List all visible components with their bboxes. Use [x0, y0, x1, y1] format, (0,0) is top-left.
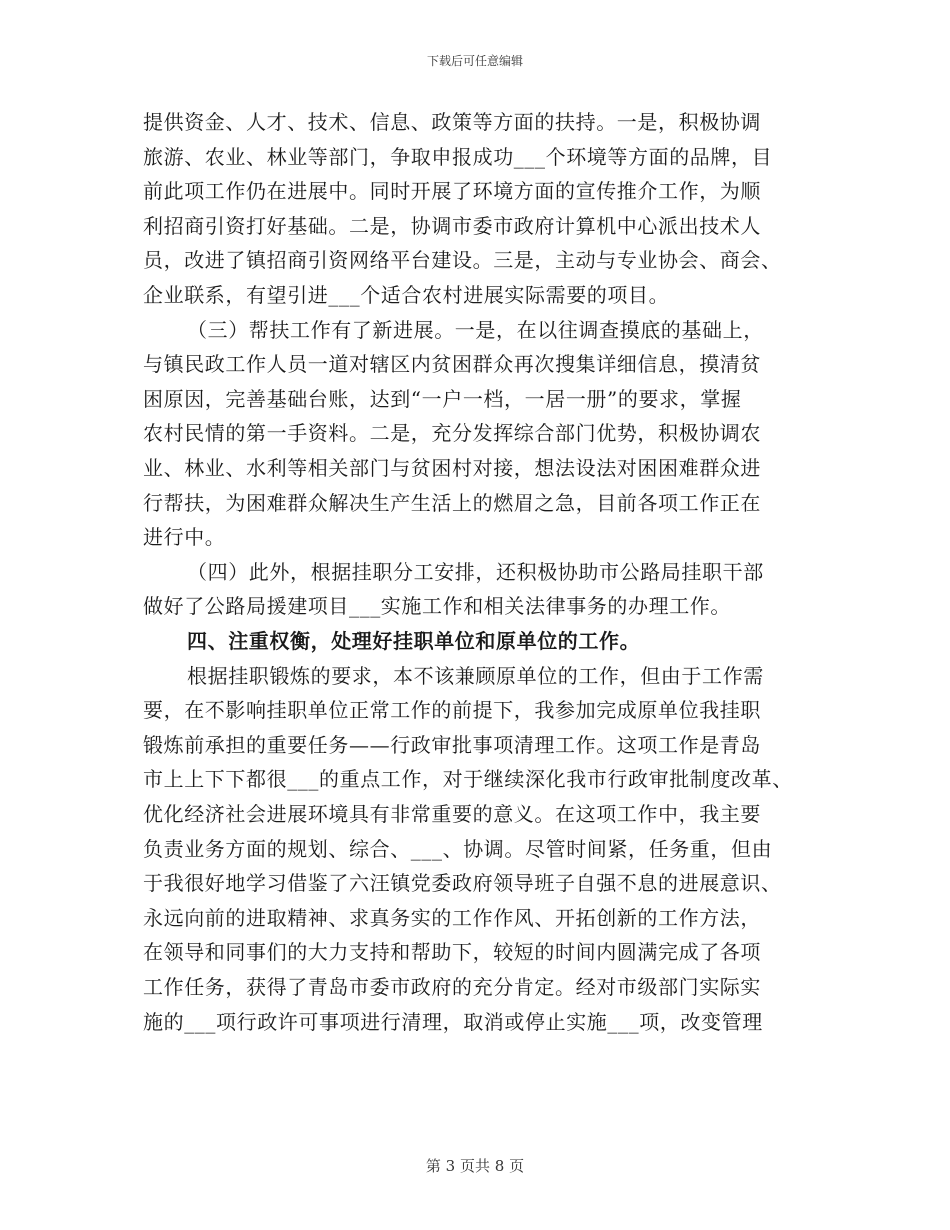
text-line: 旅游、农业、林业等部门，争取申报成功___个环境等方面的品牌，目 — [143, 144, 773, 169]
page-footer: 第 3 页共 8 页 — [425, 1157, 525, 1175]
text-line: 员，改进了镇招商引资网络平台建设。三是，主动与专业协会、商会、 — [143, 248, 782, 273]
text-line: 利招商引资打好基础。二是，协调市委市政府计算机中心派出技术人 — [143, 213, 761, 238]
text-line: 前此项工作仍在进展中。同时开展了环境方面的宣传推介工作，为顺 — [143, 179, 761, 204]
page-header: 下载后可任意编辑 — [426, 54, 523, 68]
section-heading: 四、注重权衡，处理好挂职单位和原单位的工作。 — [187, 629, 641, 653]
text-line: 负责业务方面的规划、综合、___、协调。尽管时间紧，任务重，但由 — [143, 836, 773, 861]
text-line: （四）此外，根据挂职分工安排，还积极协助市公路局挂职干部 — [187, 559, 764, 584]
text-line: 于我很好地学习借鉴了六汪镇党委政府领导班子自强不息的进展意识、 — [143, 871, 782, 896]
text-line: 永远向前的进取精神、求真务实的工作作风、开拓创新的工作方法， — [143, 905, 761, 930]
text-line: （三）帮扶工作有了新进展。一是，在以往调查摸底的基础上， — [187, 317, 764, 342]
text-line: 在领导和同事们的大力支持和帮助下，较短的时间内圆满完成了各项 — [143, 940, 761, 965]
text-line: 企业联系，有望引进___个适合农村进展实际需要的项目。 — [143, 283, 670, 307]
text-line: 锻炼前承担的重要任务——行政审批事项清理工作。这项工作是青岛 — [143, 732, 761, 757]
text-line: 要，在不影响挂职单位正常工作的前提下，我参加完成原单位我挂职 — [143, 698, 761, 723]
text-line: 根据挂职锻炼的要求，本不该兼顾原单位的工作，但由于工作需 — [187, 663, 764, 688]
text-line: 行帮扶，为困难群众解决生产生活上的燃眉之急，目前各项工作正在 — [143, 490, 761, 515]
text-line: 进行中。 — [143, 525, 226, 550]
text-line: 提供资金、人才、技术、信息、政策等方面的扶持。一是，积极协调 — [143, 110, 761, 134]
text-line: 工作任务，获得了青岛市委市政府的充分肯定。经对市级部门实际实 — [143, 975, 761, 999]
text-line: 业、林业、水利等相关部门与贫困村对接，想法设法对困困难群众进 — [143, 456, 761, 480]
text-line: 优化经济社会进展环境具有非常重要的意义。在这项工作中，我主要 — [143, 802, 761, 826]
text-line: 市上上下下都很___的重点工作，对于继续深化我市行政审批制度改革、 — [143, 767, 793, 792]
text-line: 困原因，完善基础台账，达到“一户一档，一居一册”的要求，掌握 — [143, 386, 742, 411]
text-line: 与镇民政工作人员一道对辖区内贫困群众再次搜集详细信息，摸清贫 — [143, 352, 761, 377]
text-line: 做好了公路局援建项目___实施工作和相关法律事务的办理工作。 — [143, 594, 731, 619]
text-line: 施的___项行政许可事项进行清理，取消或停止实施___项，改变管理 — [143, 1009, 763, 1034]
text-line: 农村民情的第一手资料。二是，充分发挥综合部门优势，积极协调农 — [143, 421, 761, 446]
